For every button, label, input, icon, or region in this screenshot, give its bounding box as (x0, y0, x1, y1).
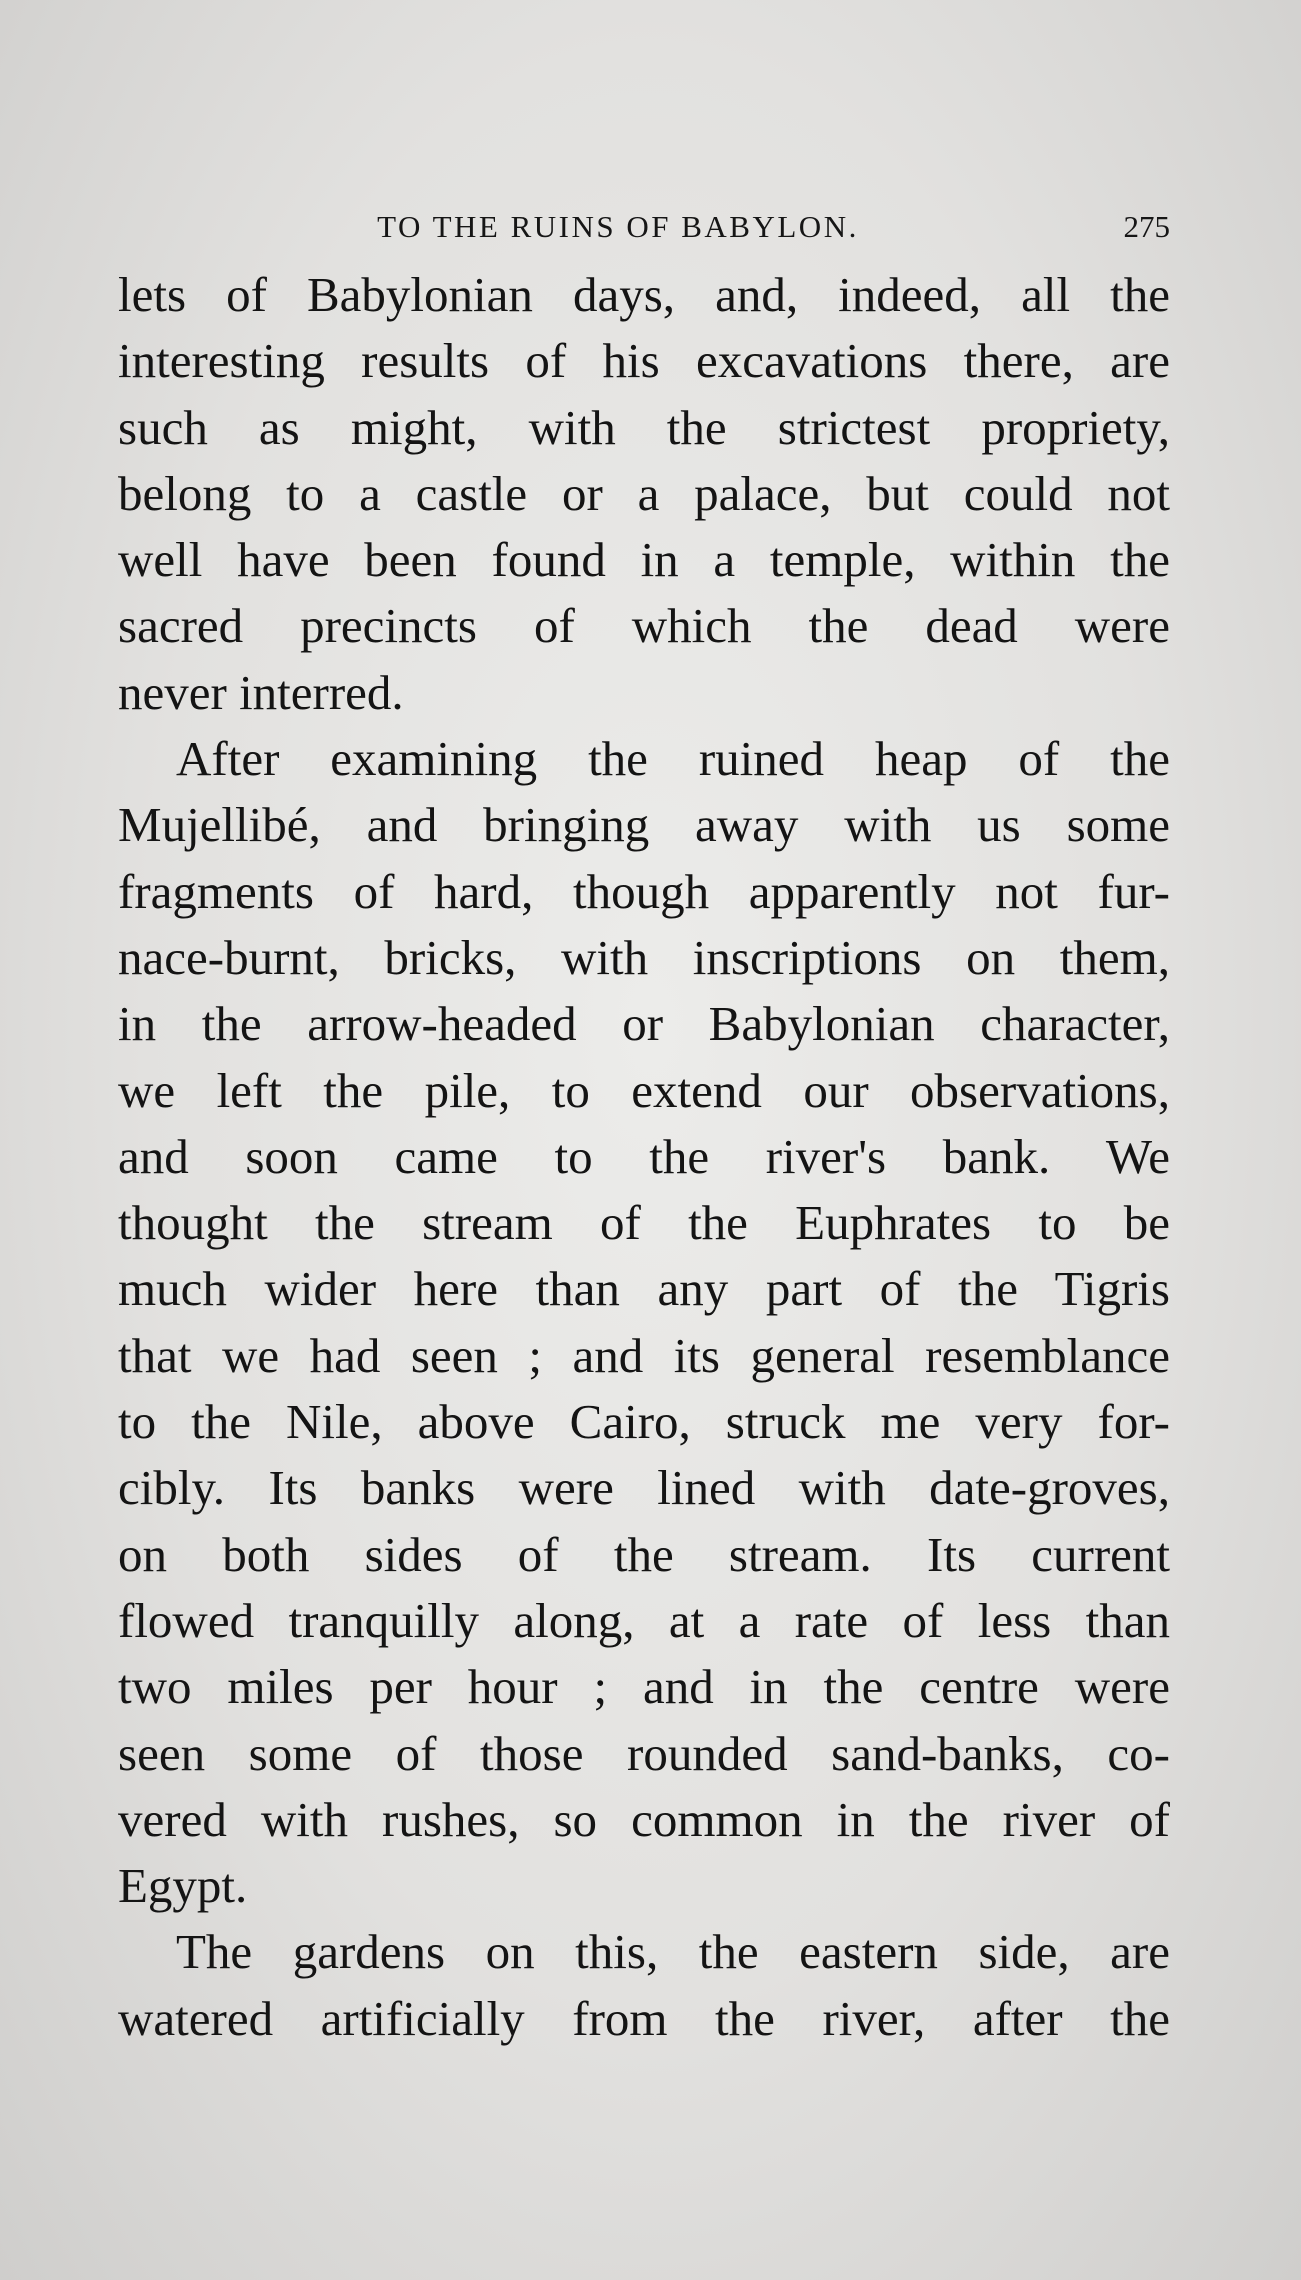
text-line: we left the pile, to extend our observations, (118, 1062, 1170, 1118)
text-line: two miles per hour ; and in the centre were (118, 1659, 1170, 1715)
text-line: After examining the ruined heap of the (176, 731, 1170, 787)
page-number: 275 (1123, 209, 1170, 244)
text-line: and soon came to the river's bank. We (118, 1128, 1170, 1184)
text-line: seen some of those rounded sand-banks, co- (118, 1725, 1170, 1781)
text-line: much wider here than any part of the Tigris (118, 1261, 1170, 1317)
text-line: to the Nile, above Cairo, struck me very for- (118, 1394, 1170, 1450)
text-line: never interred. (118, 664, 404, 720)
text-line: The gardens on this, the eastern side, are (176, 1924, 1170, 1980)
text-line: in the arrow-headed or Babylonian character, (118, 996, 1170, 1052)
running-title: TO THE RUINS OF BABYLON. (377, 209, 859, 244)
running-head (118, 205, 1170, 249)
text-line: lets of Babylonian days, and, indeed, all the (118, 267, 1170, 322)
body-text (118, 262, 1170, 2052)
text-line: vered with rushes, so common in the river of (118, 1791, 1170, 1847)
text-line: flowed tranquilly along, at a rate of less than (118, 1592, 1170, 1648)
text-line: Mujellibé, and bringing away with us some (118, 797, 1170, 853)
text-line: sacred precincts of which the dead were (118, 598, 1170, 654)
text-line: belong to a castle or a palace, but could not (118, 465, 1170, 521)
text-line: interesting results of his excavations there, are (118, 333, 1170, 389)
text-line: well have been found in a temple, within the (118, 532, 1170, 588)
text-line: cibly. Its banks were lined with date-groves, (118, 1460, 1170, 1516)
text-line: that we had seen ; and its general resemblance (118, 1327, 1170, 1383)
text-line: nace-burnt, bricks, with inscriptions on them, (118, 929, 1170, 985)
text-line: such as might, with the strictest propriety, (118, 399, 1170, 455)
text-line: watered artificially from the river, after the (118, 1990, 1170, 2046)
text-line: thought the stream of the Euphrates to be (118, 1195, 1170, 1251)
text-line: Egypt. (118, 1858, 248, 1914)
text-line: on both sides of the stream. Its current (118, 1526, 1170, 1582)
text-line: fragments of hard, though apparently not fur- (118, 863, 1170, 919)
